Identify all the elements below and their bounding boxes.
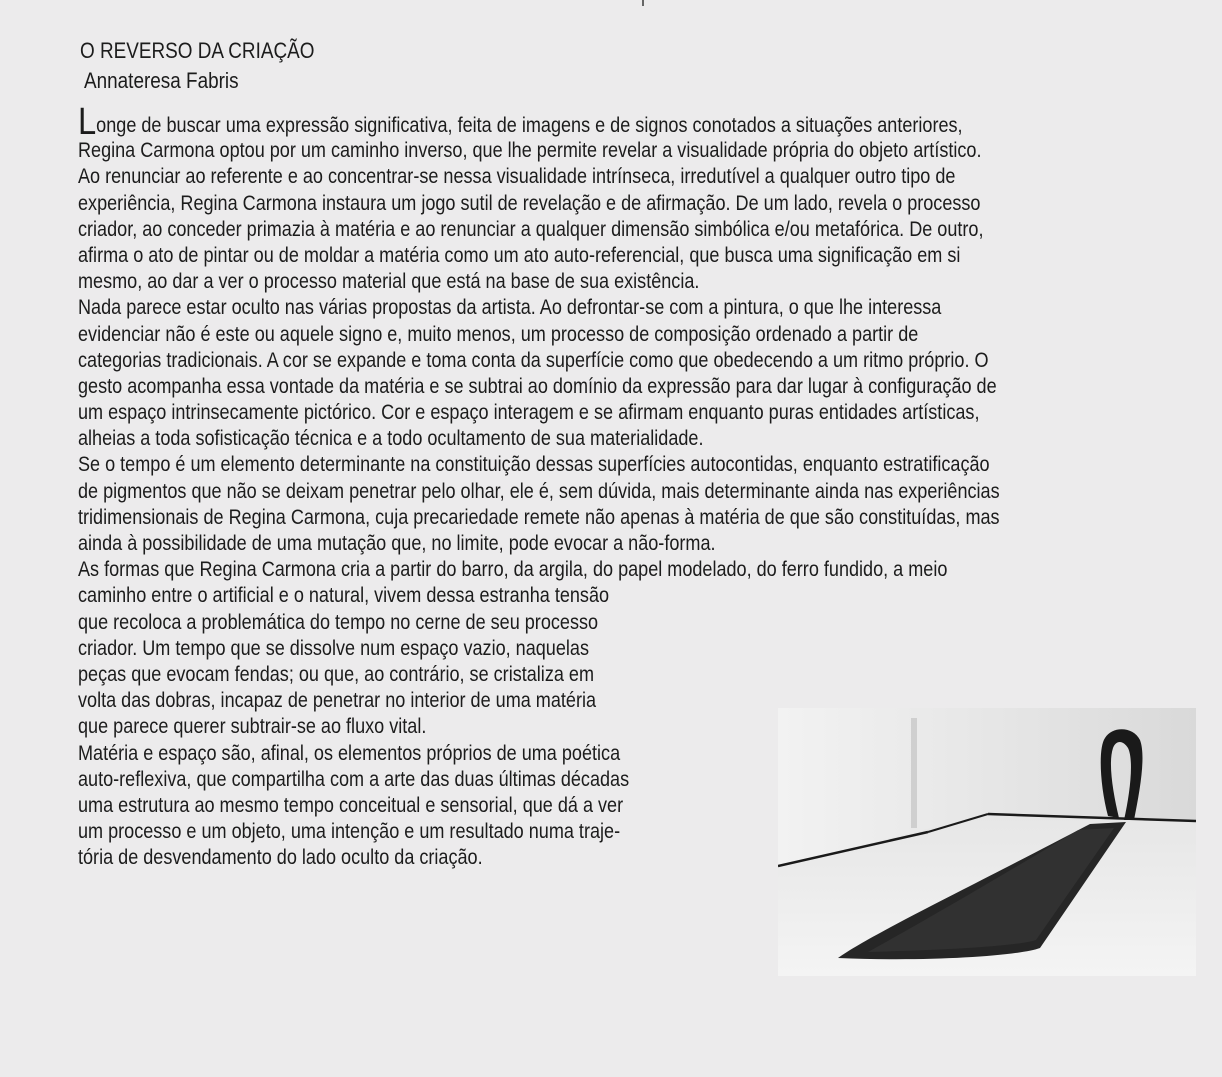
body-line: Se o tempo é um elemento determinante na constituição dessas superfícies autocontidas, enquanto estratificação bbox=[78, 453, 990, 477]
body-line: gesto acompanha essa vontade da matéria e se subtrai ao domínio da expressão para dar lugar à configuração de bbox=[78, 374, 997, 398]
article-author: Annateresa Fabris bbox=[84, 68, 239, 93]
body-line: criador. Um tempo que se dissolve num espaço vazio, naquelas bbox=[78, 636, 589, 660]
body-line: tridimensionais de Regina Carmona, cuja precariedade remete não apenas à matéria de que são constituídas, mas bbox=[78, 505, 1000, 529]
body-line: uma estrutura ao mesmo tempo conceitual e sensorial, que dá a ver bbox=[78, 793, 624, 817]
body-line: de pigmentos que não se deixam penetrar pelo olhar, ele é, sem dúvida, mais determinante ainda nas experiências bbox=[78, 479, 1000, 503]
sculpture-photo-graphic bbox=[778, 708, 1196, 976]
wall-corner-shadow bbox=[911, 718, 917, 828]
body-line: mesmo, ao dar a ver o processo material que está na base de sua existência. bbox=[78, 270, 700, 294]
body-line: criador, ao conceder primazia à matéria e ao renunciar a qualquer dimensão simbólica e/ou metafórica. De outro, bbox=[78, 217, 984, 241]
body-line: um processo e um objeto, uma intenção e um resultado numa traje- bbox=[78, 820, 621, 844]
body-line: experiência, Regina Carmona instaura um jogo sutil de revelação e de afirmação. De um lado, revela o processo bbox=[78, 191, 981, 215]
body-line: As formas que Regina Carmona cria a partir do barro, da argila, do papel modelado, do ferro fundido, a meio bbox=[78, 558, 948, 582]
body-line: evidenciar não é este ou aquele signo e, muito menos, um processo de composição ordenado a partir de bbox=[78, 322, 919, 346]
body-line: caminho entre o artificial e o natural, vivem dessa estranha tensão bbox=[78, 584, 610, 608]
body-line: ainda à possibilidade de uma mutação que, no limite, pode evocar a não-forma. bbox=[78, 532, 716, 555]
body-line: categorias tradicionais. A cor se expande e toma conta da superfície como que obedecendo a um ritmo próprio. O bbox=[78, 348, 989, 372]
article-title: O REVERSO DA CRIAÇÃO bbox=[80, 38, 315, 63]
body-line: um espaço intrinsecamente pictórico. Cor e espaço interagem e se afirmam enquanto puras entidades artísticas, bbox=[78, 401, 980, 425]
body-line: alheias a toda sofisticação técnica e a todo ocultamento de sua materialidade. bbox=[78, 427, 704, 451]
body-line: que recoloca a problemática do tempo no cerne de seu processo bbox=[78, 610, 599, 634]
body-line: Matéria e espaço são, afinal, os elementos próprios de uma poética bbox=[78, 741, 621, 765]
body-line: Longe de buscar uma expressão significativa, feita de imagens e de signos conotados a situações anteriores, bbox=[78, 101, 963, 143]
body-line: Nada parece estar oculto nas várias propostas da artista. Ao defrontar-se com a pintura, o que lhe interessa bbox=[78, 296, 942, 320]
body-line: que parece querer subtrair-se ao fluxo vital. bbox=[78, 715, 427, 739]
body-line: auto-reflexiva, que compartilha com a arte das duas últimas décadas bbox=[78, 767, 630, 791]
sculpture-photo bbox=[778, 708, 1196, 976]
drop-cap: L bbox=[78, 101, 97, 143]
body-line: tória de desvendamento do lado oculto da criação. bbox=[78, 846, 483, 870]
body-line: afirma o ato de pintar ou de moldar a matéria como um ato auto-referencial, que busca uma significação em si bbox=[78, 243, 961, 267]
body-line: peças que evocam fendas; ou que, ao contrário, se cristaliza em bbox=[78, 662, 594, 686]
page-edge-mark bbox=[642, 0, 644, 6]
body-line: Regina Carmona optou por um caminho inverso, que lhe permite revelar a visualidade própria do objeto artístico. bbox=[78, 139, 982, 163]
body-line: volta das dobras, incapaz de penetrar no interior de uma matéria bbox=[78, 689, 597, 713]
body-line: Ao renunciar ao referente e ao concentrar-se nessa visualidade intrínseca, irredutível a qualquer outro tipo de bbox=[78, 165, 956, 189]
